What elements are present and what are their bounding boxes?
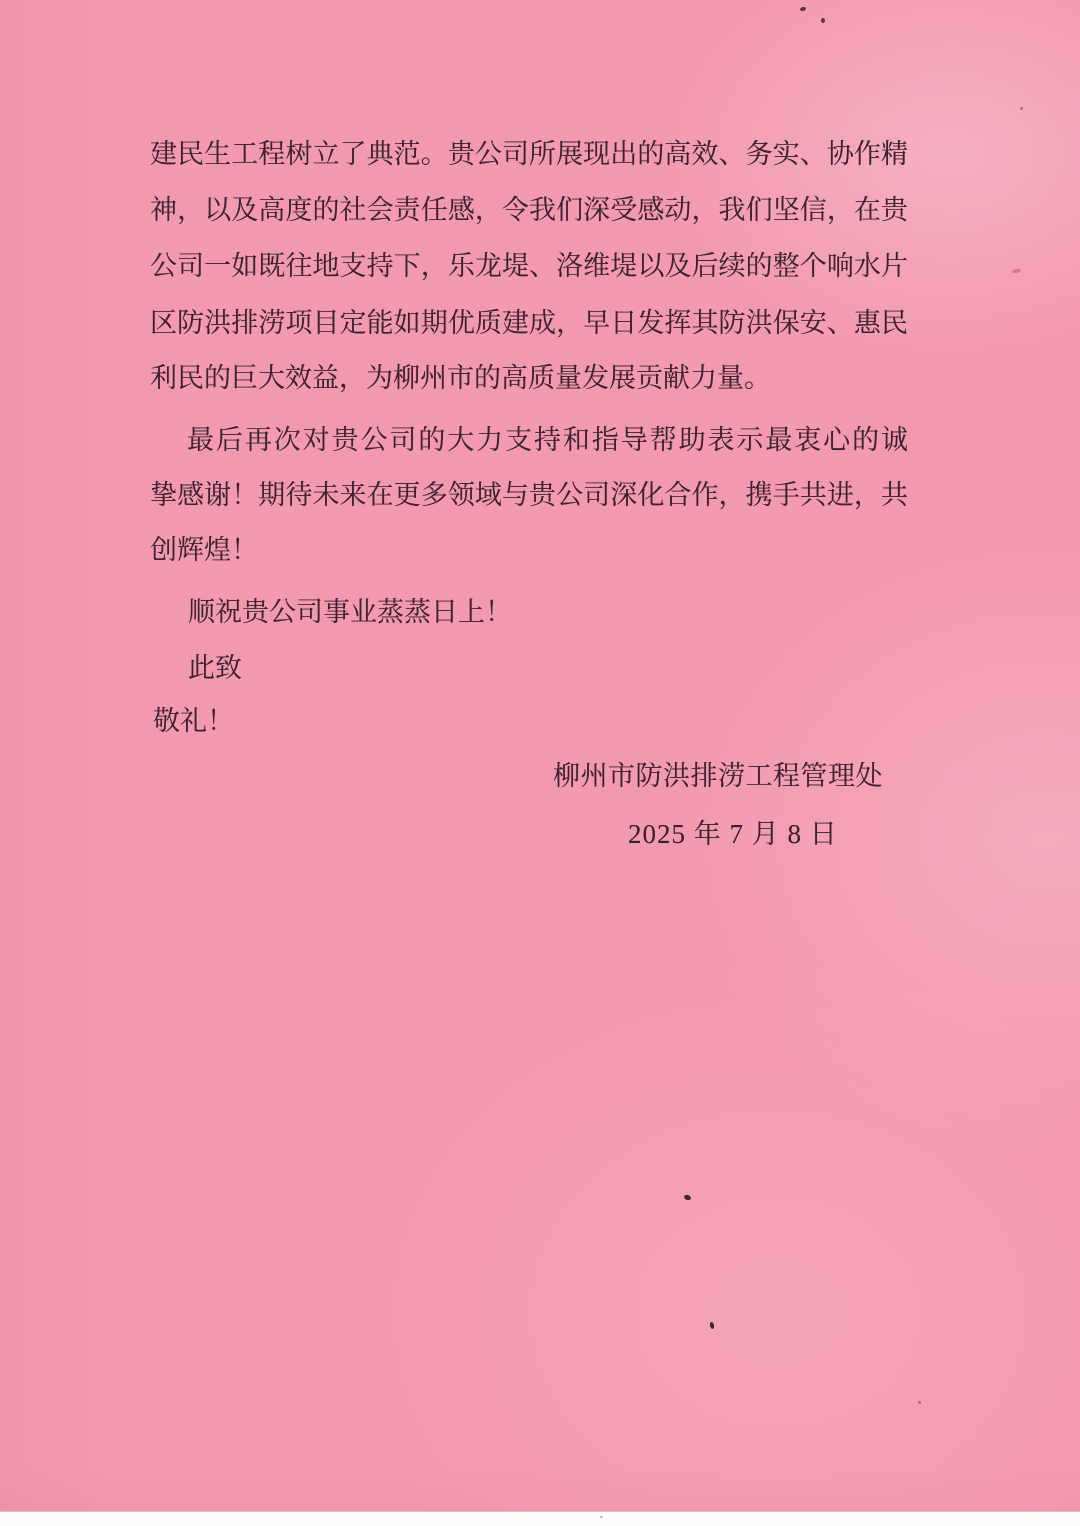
letter-line: 区防洪排涝项目定能如期优质建成，早日发挥其防洪保安、惠民	[150, 308, 908, 338]
signature-date: 2025 年 7 月 8 日	[628, 819, 838, 849]
ink-smudge	[1012, 268, 1022, 274]
wish-line: 顺祝贵公司事业蒸蒸日上！	[188, 597, 512, 627]
salute-jingli: 敬礼！	[153, 706, 234, 736]
signature-org: 柳州市防洪排涝工程管理处	[553, 761, 883, 791]
ink-speck	[709, 1322, 714, 1330]
letter-line: 公司一如既往地支持下，乐龙堤、洛维堤以及后续的整个响水片	[150, 251, 908, 281]
letter-line: 创辉煌！	[150, 535, 258, 565]
letter-line: 利民的巨大效益，为柳州市的高质量发展贡献力量。	[150, 363, 771, 393]
letter-line: 挚感谢！期待未来在更多领域与贵公司深化合作，携手共进，共	[150, 480, 908, 510]
ink-speck	[800, 6, 807, 11]
letter-line: 神，以及高度的社会责任感，令我们深受感动，我们坚信，在贵	[150, 195, 908, 225]
scan-background-strip	[0, 1511, 1080, 1526]
ink-speck	[821, 18, 825, 23]
ink-speck	[918, 1401, 921, 1404]
ink-speck	[1020, 107, 1023, 110]
dust-speck	[600, 1516, 603, 1518]
letter-line: 最后再次对贵公司的大力支持和指导帮助表示最衷心的诚	[187, 425, 908, 455]
salute-cizhi: 此致	[188, 653, 242, 683]
ink-speck	[683, 1194, 691, 1201]
letter-line: 建民生工程树立了典范。贵公司所展现出的高效、务实、协作精	[150, 139, 908, 169]
